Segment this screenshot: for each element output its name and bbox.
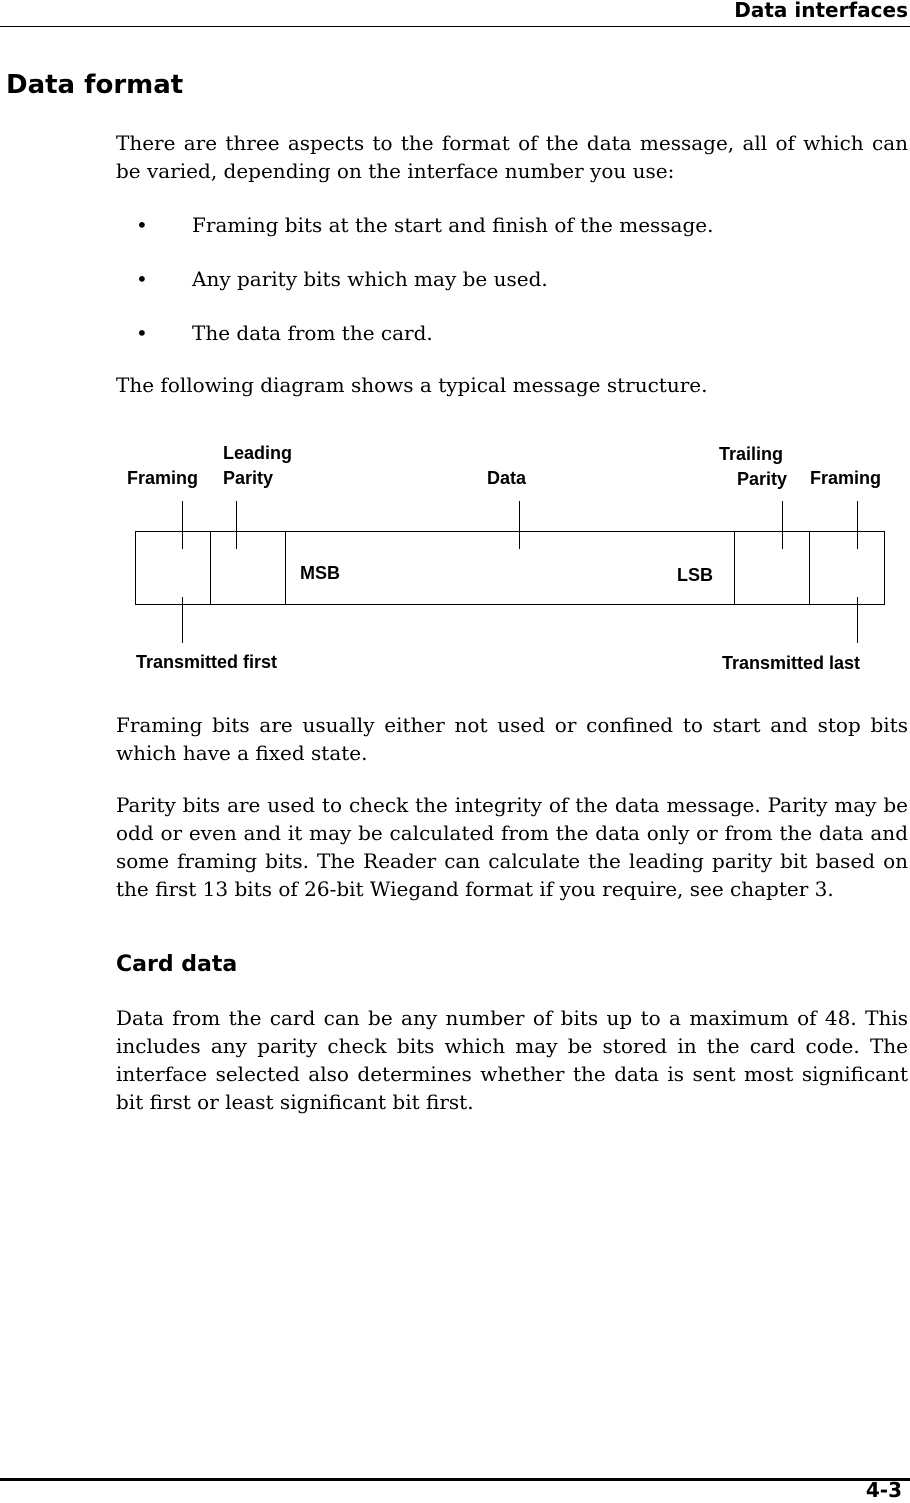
- diagram-intro-paragraph: The following diagram shows a typical message structure.: [116, 373, 708, 397]
- bullet-text: Any parity bits which may be used.: [192, 267, 548, 291]
- transmitted-first-label: Transmitted first: [136, 652, 278, 672]
- framing-start-label: Framing: [127, 468, 199, 488]
- intro-paragraph: There are three aspects to the format of the data message, all of which can be varied, depending on the interface number you use:: [116, 131, 908, 183]
- message-frame: [136, 532, 885, 605]
- trailing-parity-label-line2: Parity: [737, 469, 788, 489]
- section-title: Data format: [6, 70, 184, 100]
- parity-paragraph: Parity bits are used to check the integrity of the data message. Parity may be odd or even and it may be calculated from the data only or from the data and some framing bits. The Reader can calculate the leading parity bit based on the first 13 bits of 26-bit Wiegand format if you require, see chapter 3.: [116, 793, 908, 901]
- card-data-title: Card data: [116, 952, 238, 977]
- bullet-text: The data from the card.: [192, 321, 433, 345]
- bullet-symbol: •: [136, 321, 148, 345]
- transmitted-last-label: Transmitted last: [722, 653, 861, 673]
- bullet-text: Framing bits at the start and finish of the message.: [192, 213, 714, 237]
- framing-paragraph: Framing bits are usually either not used or confined to start and stop bits which have a fixed state.: [116, 713, 908, 765]
- data-label: Data: [487, 468, 527, 488]
- leading-parity-label-line2: Parity: [223, 468, 274, 488]
- running-header: Data interfaces: [734, 0, 908, 22]
- bullet-symbol: •: [136, 267, 148, 291]
- leading-parity-label-line1: Leading: [223, 443, 293, 463]
- page-number: 4-3: [865, 1478, 902, 1502]
- card-data-paragraph: Data from the card can be any number of bits up to a maximum of 48. This includes any parity check bits which may be stored in the card code. The interface selected also determines whether the data is sent most significant bit first or least significant bit first.: [116, 1006, 908, 1114]
- bullet-symbol: •: [136, 213, 148, 237]
- msb-label: MSB: [300, 563, 340, 583]
- message-structure-diagram: [0, 0, 910, 700]
- trailing-parity-label-line1: Trailing: [719, 444, 784, 464]
- lsb-label: LSB: [677, 565, 713, 585]
- footer-divider: [0, 1478, 910, 1481]
- framing-end-label: Framing: [810, 468, 882, 488]
